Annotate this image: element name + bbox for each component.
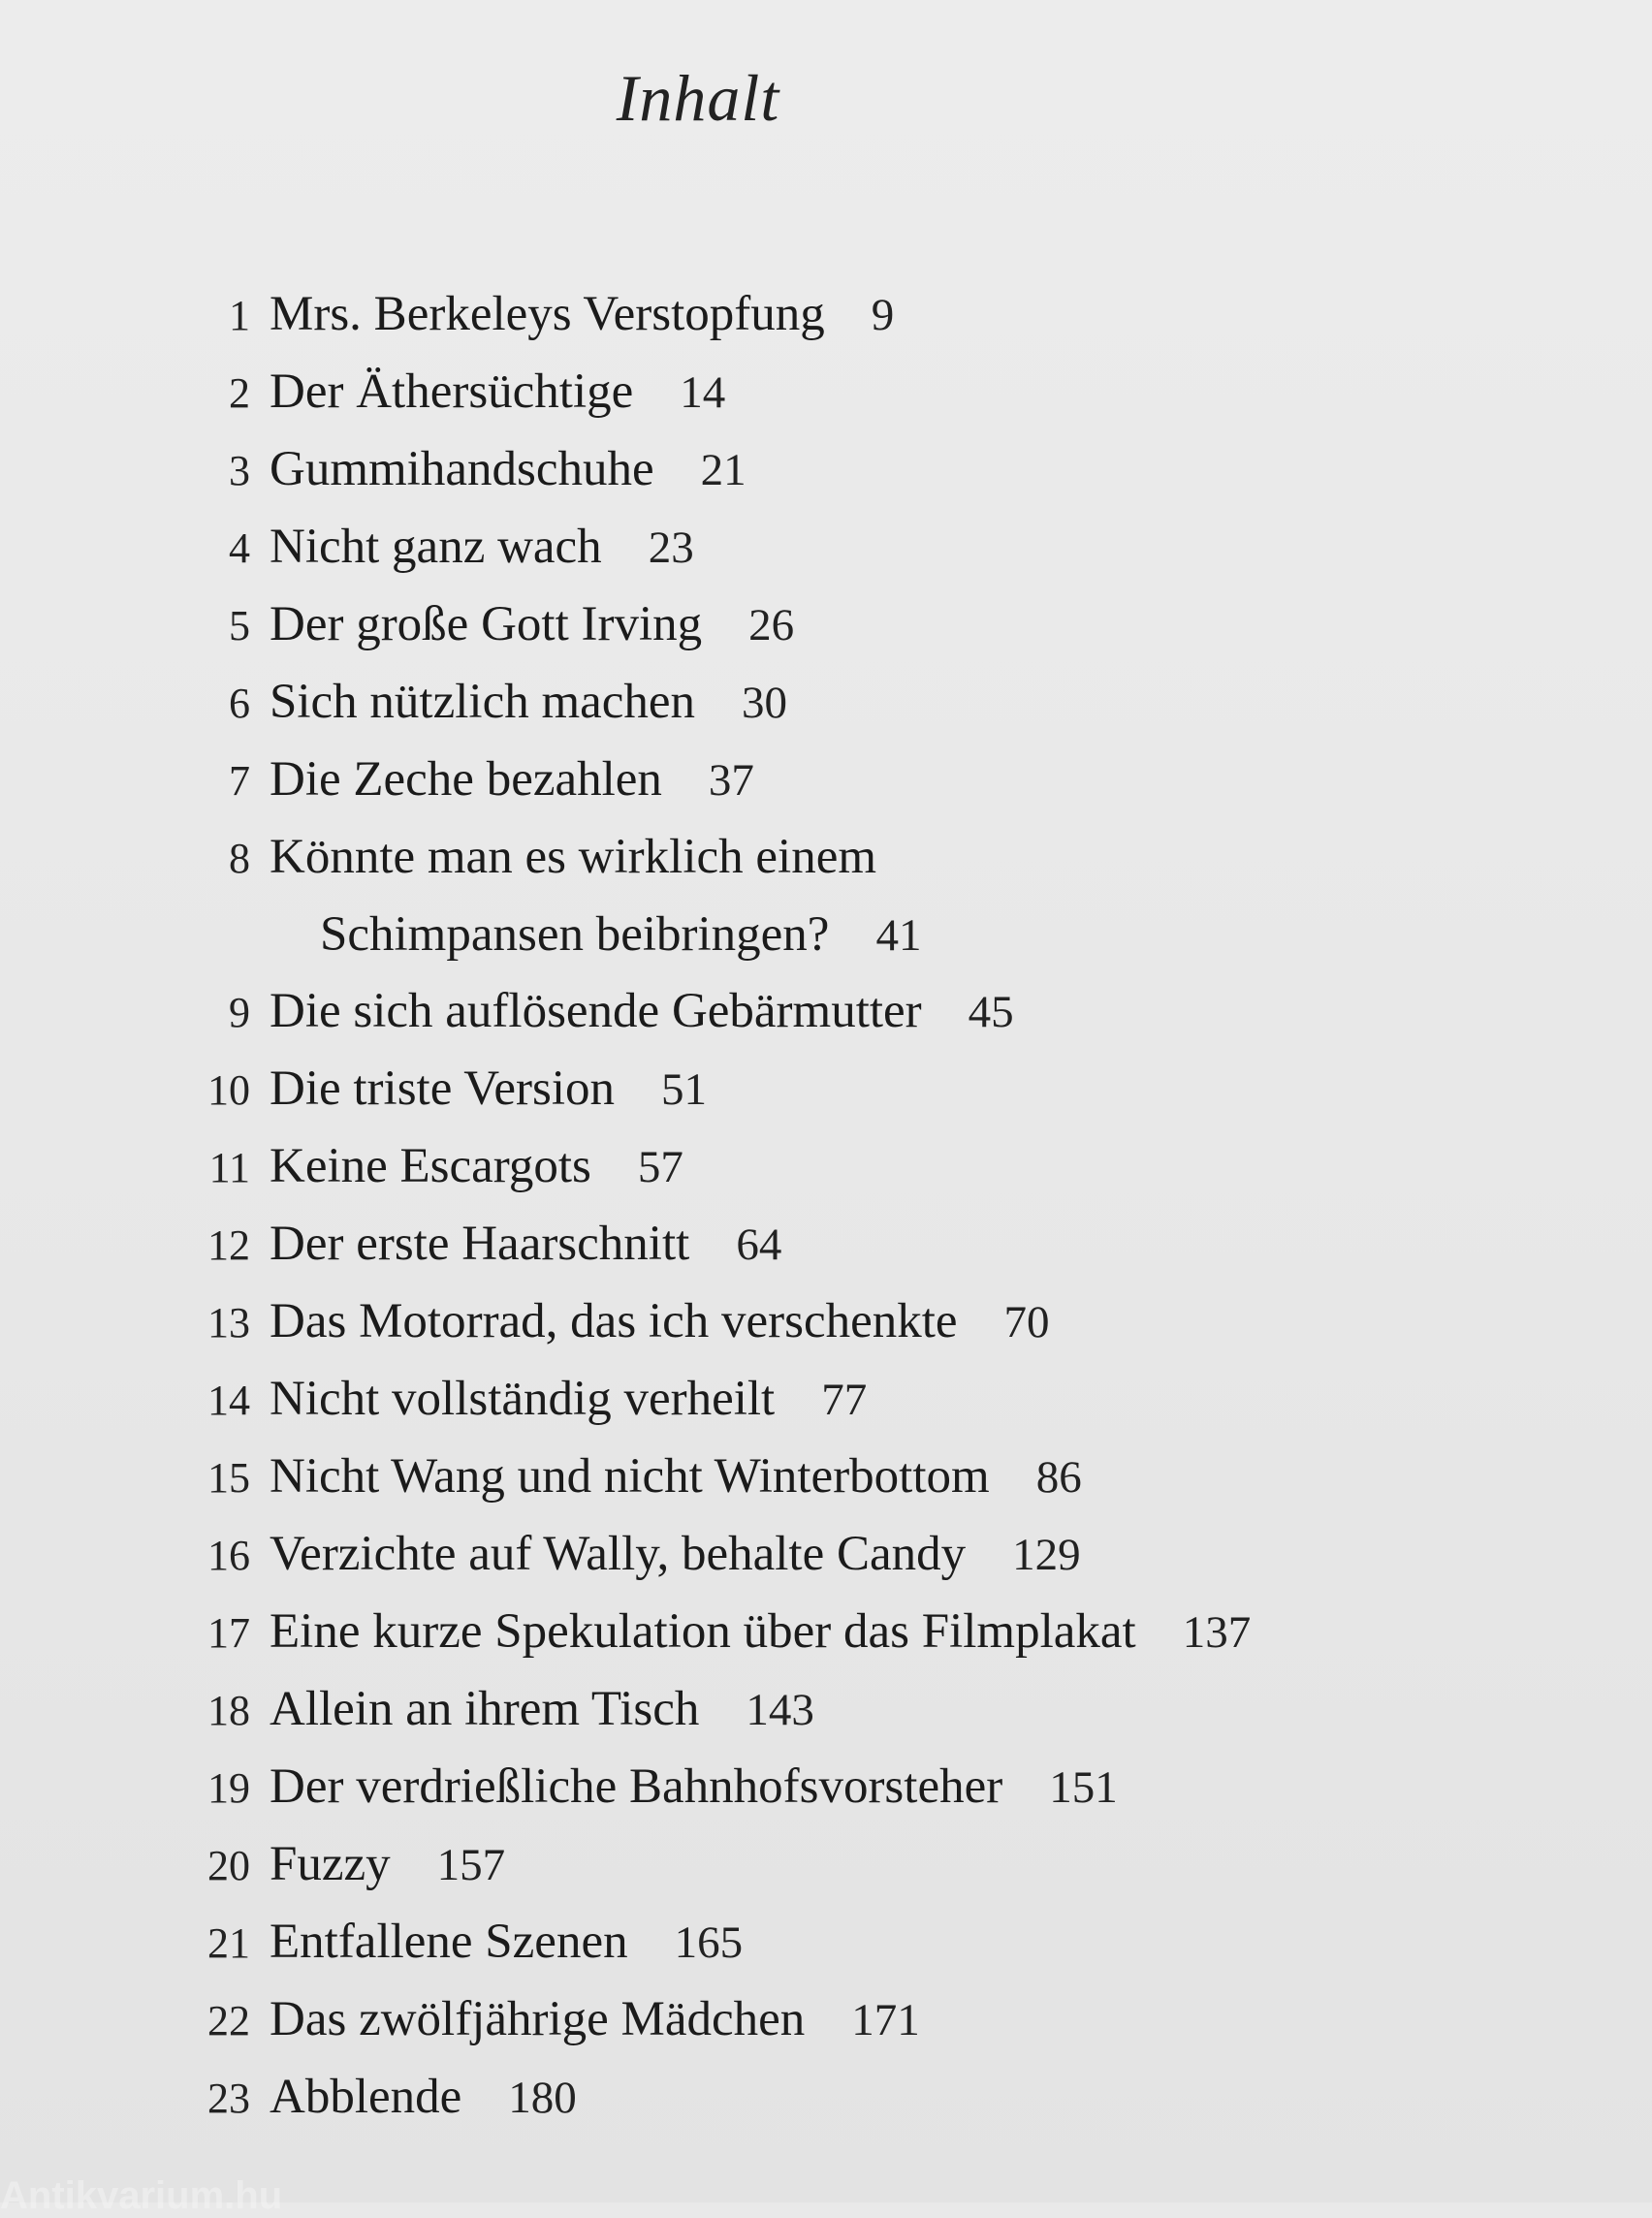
toc-entry <box>184 1516 1541 1594</box>
chapter-number: 15 <box>207 1454 250 1502</box>
page-number: 171 <box>851 1995 920 2045</box>
chapter-title: Mrs. Berkeleys Verstopfung <box>270 287 825 341</box>
chapter-title: Entfallene Szenen <box>270 1915 628 1969</box>
toc-entry <box>184 664 1541 742</box>
page-number: 137 <box>1182 1607 1252 1658</box>
chapter-title: Eine kurze Spekulation über das Filmplakat <box>270 1604 1136 1659</box>
chapter-number: 12 <box>207 1221 250 1269</box>
page-number: 37 <box>708 755 754 806</box>
page-number: 9 <box>871 290 895 340</box>
chapter-number: 8 <box>229 835 250 882</box>
chapter-number: 21 <box>207 1919 250 1967</box>
toc-entry <box>184 742 1541 819</box>
page-number: 70 <box>1003 1297 1050 1347</box>
chapter-number: 19 <box>207 1764 250 1812</box>
toc-entry <box>184 586 1541 664</box>
chapter-title: Der verdrießliche Bahnhofsvorsteher <box>270 1759 1003 1814</box>
chapter-title-continuation: Schimpansen beibringen? <box>320 907 830 962</box>
toc-entry <box>184 354 1541 431</box>
chapter-title: Der erste Haarschnitt <box>270 1217 690 1271</box>
toc-entry <box>184 276 1541 354</box>
page-number: 14 <box>680 367 726 418</box>
chapter-title: Sich nützlich machen <box>270 675 696 729</box>
chapter-title: Der Äthersüchtige <box>270 364 634 419</box>
toc-entry <box>184 1439 1541 1516</box>
chapter-title: Das Motorrad, das ich verschenkte <box>270 1294 958 1348</box>
chapter-number: 22 <box>207 1997 250 2044</box>
chapter-title: Nicht Wang und nicht Winterbottom <box>270 1449 990 1504</box>
chapter-number: 11 <box>208 1144 250 1191</box>
toc-entry <box>184 509 1541 586</box>
chapter-title: Der große Gott Irving <box>270 597 703 651</box>
page-number: 45 <box>968 987 1014 1037</box>
chapter-number: 20 <box>207 1842 250 1889</box>
chapter-number: 16 <box>207 1532 250 1579</box>
chapter-title: Die Zeche bezahlen <box>270 752 662 807</box>
toc-entry <box>184 819 1541 897</box>
toc-entry <box>184 431 1541 509</box>
chapter-number: 14 <box>207 1377 250 1424</box>
chapter-title: Abblende <box>270 2070 462 2124</box>
page-number: 165 <box>674 1917 744 1968</box>
chapter-number: 5 <box>229 602 250 650</box>
toc-entry <box>184 1981 1541 2059</box>
chapter-number: 3 <box>229 447 250 494</box>
chapter-title: Nicht ganz wach <box>270 520 602 574</box>
watermark: Antikvarium.hu <box>0 2174 283 2217</box>
chapter-number: 2 <box>229 369 250 417</box>
chapter-number: 10 <box>207 1066 250 1114</box>
toc-entry-continuation <box>184 897 1541 973</box>
chapter-title: Die sich auflösende Gebärmutter <box>270 984 922 1038</box>
page-number: 143 <box>746 1685 814 1735</box>
page-number: 180 <box>508 2073 577 2123</box>
toc-entry <box>184 973 1541 1051</box>
table-of-contents <box>184 276 1541 2137</box>
page-number: 129 <box>1012 1530 1081 1580</box>
chapter-number: 13 <box>207 1299 250 1347</box>
toc-entry <box>184 1361 1541 1439</box>
page-number: 57 <box>637 1142 683 1192</box>
chapter-number: 6 <box>229 680 250 727</box>
page-number: 41 <box>875 910 922 961</box>
page-number: 86 <box>1035 1452 1082 1503</box>
page-number: 23 <box>648 523 694 573</box>
toc-entry <box>184 1128 1541 1206</box>
chapter-title: Allein an ihrem Tisch <box>270 1682 700 1736</box>
chapter-title: Die triste Version <box>270 1061 616 1116</box>
toc-entry <box>184 1749 1541 1826</box>
toc-entry <box>184 1826 1541 1904</box>
page-title: Inhalt <box>616 61 780 135</box>
chapter-number: 18 <box>207 1687 250 1734</box>
toc-entry <box>184 2059 1541 2137</box>
toc-entry <box>184 1904 1541 1981</box>
chapter-title: Nicht vollständig verheilt <box>270 1372 776 1426</box>
page-number: 30 <box>742 678 788 728</box>
toc-entry <box>184 1594 1541 1671</box>
toc-entry <box>184 1671 1541 1749</box>
page-number: 64 <box>736 1220 782 1270</box>
toc-entry <box>184 1283 1541 1361</box>
chapter-number: 17 <box>207 1609 250 1657</box>
toc-entry <box>184 1206 1541 1283</box>
chapter-title: Keine Escargots <box>270 1139 591 1193</box>
chapter-number: 1 <box>229 292 250 339</box>
page-number: 77 <box>821 1375 868 1425</box>
page-number: 26 <box>748 600 795 650</box>
page-number: 21 <box>700 445 747 495</box>
chapter-number: 4 <box>229 524 250 572</box>
chapter-number: 7 <box>229 757 250 805</box>
chapter-title: Fuzzy <box>270 1837 391 1891</box>
page-number: 157 <box>436 1840 506 1890</box>
chapter-number: 23 <box>207 2075 250 2122</box>
chapter-title: Verzichte auf Wally, behalte Candy <box>270 1527 967 1581</box>
chapter-title: Gummihandschuhe <box>270 442 654 496</box>
chapter-number: 9 <box>229 989 250 1036</box>
toc-entry <box>184 1051 1541 1128</box>
page-number: 51 <box>661 1064 708 1115</box>
page-number: 151 <box>1049 1762 1118 1813</box>
chapter-title: Das zwölfjährige Mädchen <box>270 1992 806 2046</box>
chapter-title: Könnte man es wirklich einem <box>270 830 876 884</box>
